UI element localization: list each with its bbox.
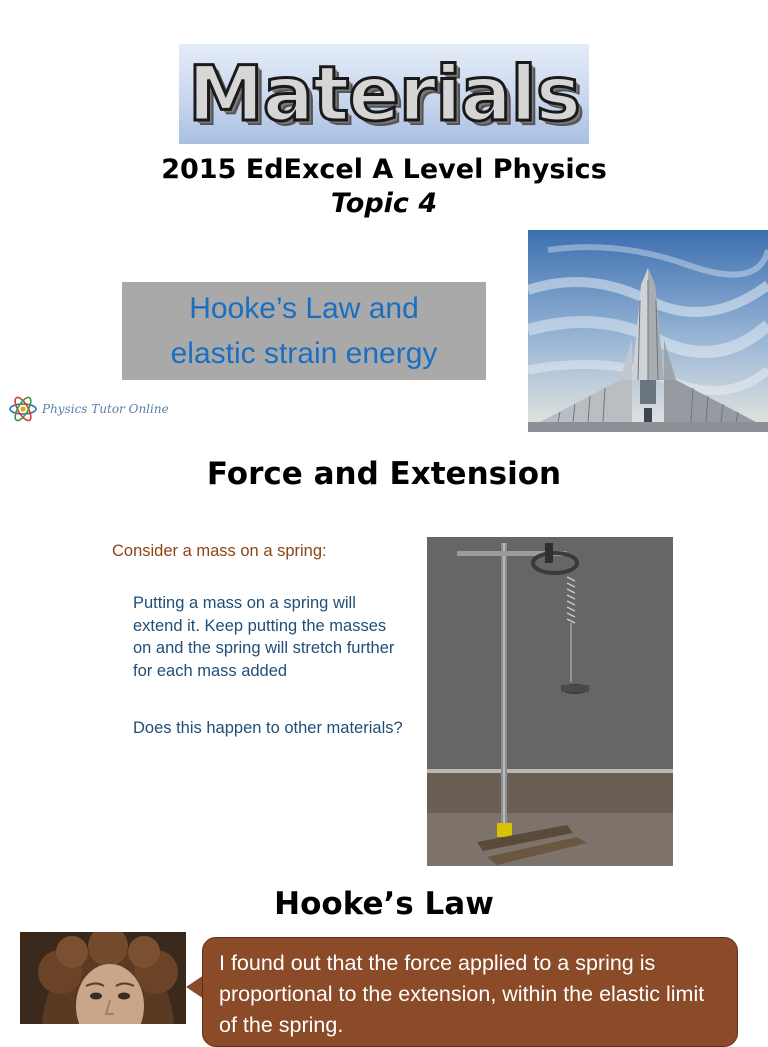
logo-text: Physics Tutor Online [42,402,169,416]
hookes-law-heading: Hooke’s Law [274,886,494,922]
church-photo [528,230,768,432]
title-banner [179,44,589,144]
spring-stand-photo [427,537,673,866]
consider-text: Consider a mass on a spring: [112,542,327,560]
other-materials-question: Does this happen to other materials? [133,719,403,737]
banner-title: Materials [188,49,580,138]
subject-box [122,282,486,380]
force-extension-heading: Force and Extension [206,456,562,492]
subject-line-2: elastic strain energy [170,337,438,370]
subject-line-1: Hooke’s Law and [189,292,419,325]
topic-label: Topic 4 [330,188,438,219]
hooke-portrait [20,932,186,1024]
course-subtitle: 2015 EdExcel A Level Physics [161,154,607,185]
hooke-speech-bubble: I found out that the force applied to a spring is proportional to the extension, within the elastic limit of the spring. [202,937,738,1047]
physics-tutor-logo [8,392,208,426]
spring-description: Putting a mass on a spring will extend it. Keep putting the masses on and the spring will stretch further for each mass added [133,594,395,680]
atom-icon [8,394,38,424]
